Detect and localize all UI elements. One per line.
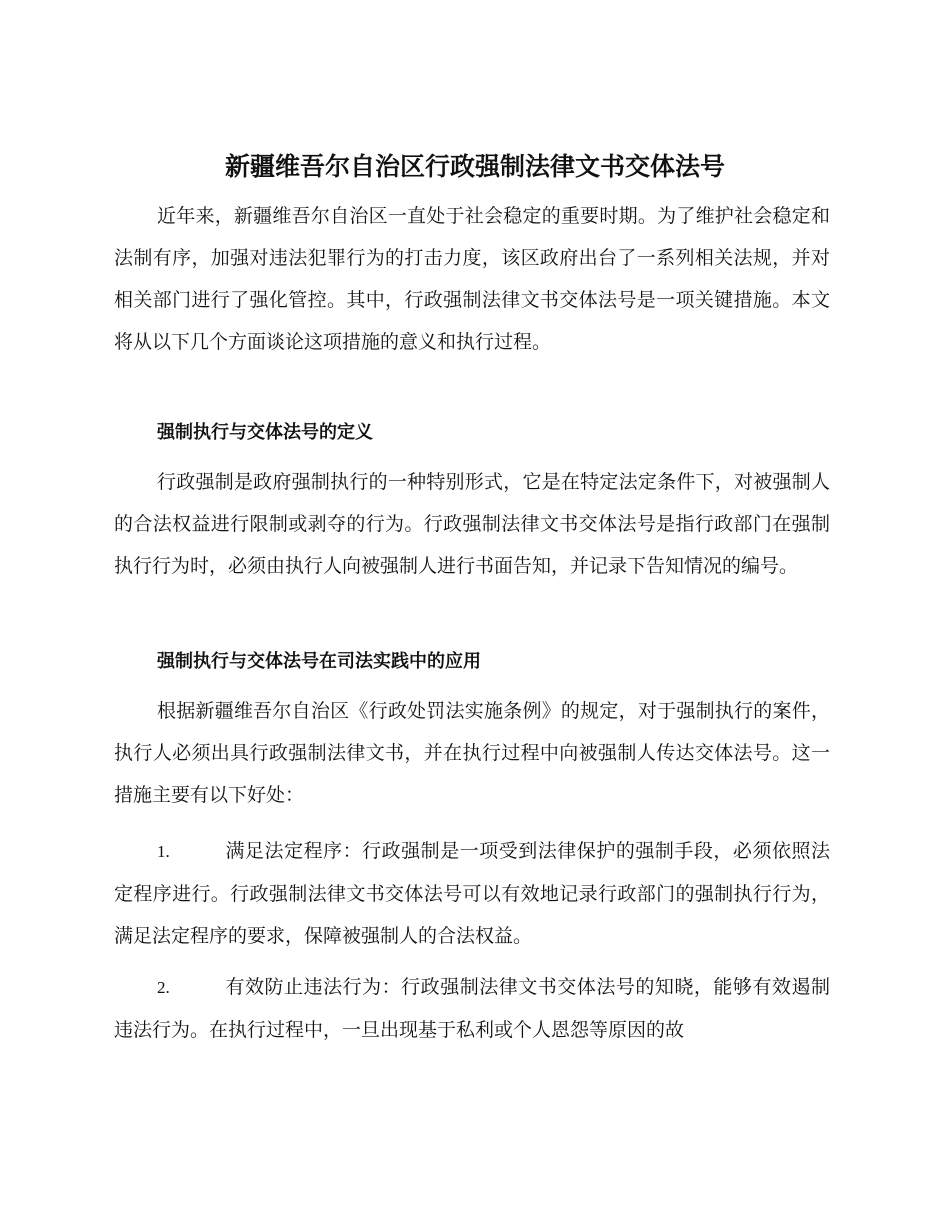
list-item-text: 有效防止违法行为：行政强制法律文书交体法号的知晓，能够有效遏制违法行为。在执行过程中，一旦出现基于私利或个人恩怨等原因的故 [114, 976, 830, 1041]
document-title: 新疆维吾尔自治区行政强制法律文书交体法号 [224, 152, 725, 181]
section-heading-application: 强制执行与交体法号在司法实践中的应用 [157, 651, 481, 672]
section-heading-definition: 强制执行与交体法号的定义 [157, 422, 373, 443]
list-item-text: 满足法定程序：行政强制是一项受到法律保护的强制手段，必须依照法定程序进行。行政强制法律文书交体法号可以有效地记录行政部门的强制执行行为，满足法定程序的要求，保障被强制人的合法权益。 [114, 840, 830, 947]
definition-paragraph: 行政强制是政府强制执行的一种特别形式，它是在特定法定条件下，对被强制人的合法权益进行限制或剥夺的行为。行政强制法律文书交体法号是指行政部门在强制执行行为时，必须由执行人向被强制人进行书面告知，并记录下告知情况的编号。 [114, 471, 830, 577]
list-item [114, 830, 830, 957]
application-paragraph: 根据新疆维吾尔自治区《行政处罚法实施条例》的规定，对于强制执行的案件，执行人必须出具行政强制法律文书，并在执行过程中向被强制人传达交体法号。这一措施主要有以下好处： [114, 700, 830, 806]
intro-paragraph: 近年来，新疆维吾尔自治区一直处于社会稳定的重要时期。为了维护社会稳定和法制有序，加强对违法犯罪行为的打击力度，该区政府出台了一系列相关法规，并对相关部门进行了强化管控。其中，行政强制法律文书交体法号是一项关键措施。本文将从以下几个方面谈论这项措施的意义和执行过程。 [114, 205, 830, 353]
list-number: 1. [157, 842, 170, 861]
list-number: 2. [157, 978, 170, 997]
list-item [114, 966, 830, 1051]
